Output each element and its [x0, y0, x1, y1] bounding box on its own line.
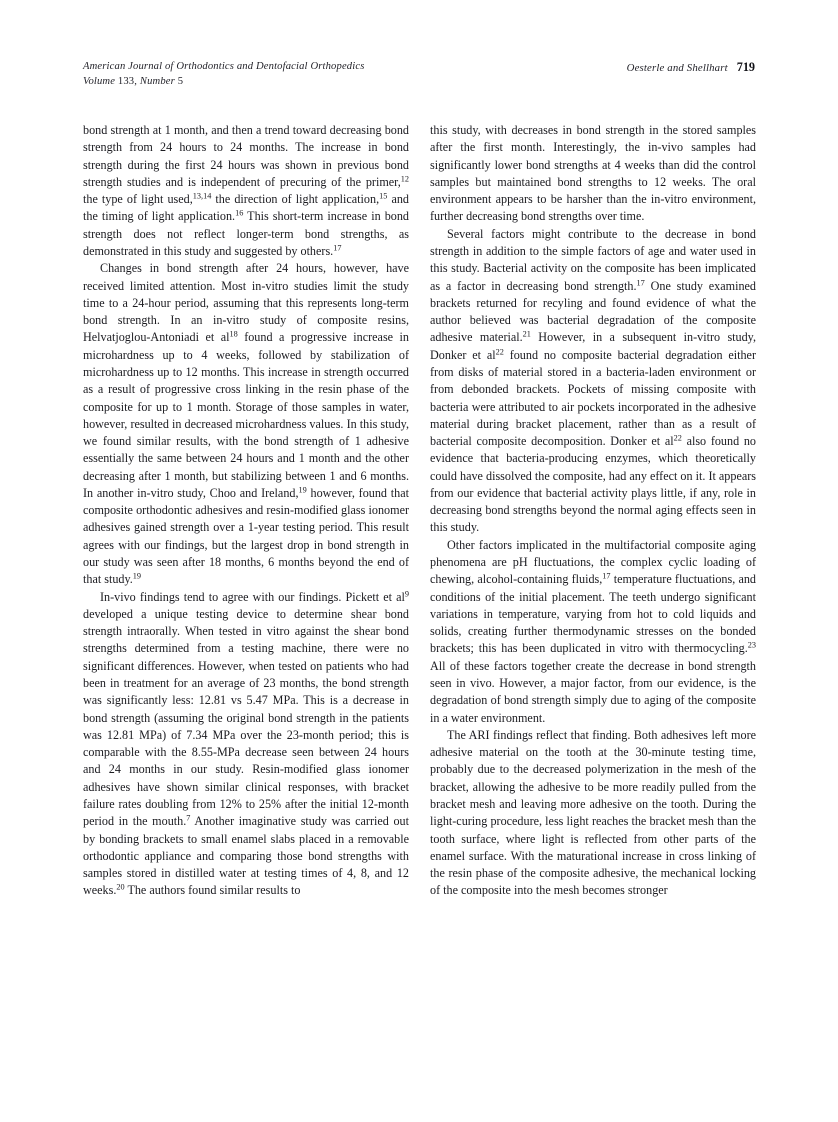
- footnote-marker: 16: [235, 209, 244, 219]
- paragraph-text: temperature fluctuations, and conditions of the initial placement. The teeth undergo significant variations in temperature, varying from hot to cold liquids and solids, creating further thermodynamic stresses on the bonded brackets; this has been duplicated in vitro with thermocycling.: [430, 572, 756, 656]
- number-label: Number: [139, 75, 175, 87]
- footnote-marker: 7: [186, 813, 191, 823]
- paragraph-text: This short-term increase in bond strength does not reflect longer-term bond strengths, as demonstrated in this study and suggested by others.: [83, 209, 409, 258]
- paragraph: [83, 589, 409, 900]
- footnote-marker: 19: [298, 485, 307, 495]
- paragraph-text: this study, with decreases in bond strength in the stored samples after the first month. Interestingly, the in-vivo samples had significantly lower bond strengths at 4 weeks than did the control samples but maintained bond strengths to 12 weeks. The oral environment appears to be harsher than the in-vitro environment, further decreasing bond strengths over time.: [430, 123, 756, 224]
- footnote-marker: 22: [495, 347, 504, 357]
- footnote-marker: 13,14: [192, 191, 212, 201]
- footnote-marker: 18: [229, 330, 238, 340]
- paragraph: [430, 226, 756, 537]
- paragraph-text: the direction of light application,: [211, 192, 380, 207]
- paragraph: [430, 727, 756, 900]
- paragraph-text: All of these factors together create the decrease in bond strength seen in vivo. However, a major factor, from our evidence, is the degradation of bond strength simply due to aging of the composite in a water environment.: [430, 658, 756, 725]
- paragraph: [83, 260, 409, 588]
- footnote-marker: 17: [636, 278, 645, 288]
- paragraph-text: The authors found similar results to: [124, 883, 301, 898]
- footnote-marker: 19: [132, 572, 142, 582]
- paragraph-text: found no composite bacterial degradation either from disks of material stored in a bacteria-laden environment or from debonded brackets. Pockets of missing composite with bacteria were attributed to air pockets incorporated in the adhesive material during bracket placement, rather than as a result of bacterial composite decomposition. Donker et al: [430, 347, 756, 449]
- paragraph-text: however, found that composite orthodontic adhesives and resin-modified glass ionomer adhesives gained strength over a 1-year testing period. This result agrees with our findings, but the largest drop in bond strength in our study was seen after 18 months, 6 months beyond the end of that study.: [83, 485, 410, 587]
- paragraph-text: Another imaginative study was carried out by bonding brackets to small enamel slabs placed in a removable orthodontic appliance and comparing those bond strengths with samples stored in distilled water at testing times of 4, 8, and 12 weeks.: [83, 814, 409, 898]
- paragraph: [430, 537, 756, 727]
- footnote-marker: 12: [400, 174, 409, 184]
- running-head-left: [83, 60, 364, 89]
- left-column: [83, 122, 409, 1052]
- volume-number: 133,: [117, 75, 138, 87]
- paragraph-continuation: [430, 122, 756, 226]
- paragraph-text: In-vivo findings tend to agree with our findings. Pickett et al: [100, 589, 405, 604]
- footnote-marker: 21: [522, 330, 531, 340]
- paragraph-text: However, in a subsequent in-vitro study, Donker et al: [430, 330, 756, 362]
- number-value: 5: [177, 75, 184, 87]
- paragraph-text: Several factors might contribute to the decrease in bond strength in addition to the simple factors of age and water used in this study. Bacterial activity on the composite has been implicated as a factor in decreasing bond strength.: [430, 226, 756, 293]
- paragraph-text: Changes in bond strength after 24 hours, however, have received limited attention. Most in-vitro studies limit the study time to a 24-hour period, assuming that this represents long-term bond strength. In an in-vitro study of composite resins, Helvatjoglou-Antoniadi et al: [83, 261, 409, 345]
- paragraph-continuation: [83, 122, 409, 260]
- paragraph-text: also found no evidence that bacteria-producing enzymes, which theoretically could have dissolved the composite, had any effect on it. It appears from our evidence that bacterial activity plays little, if any, role in decreasing bond strengths beyond the normal aging effects seen in this study.: [430, 434, 756, 535]
- footnote-marker: 15: [379, 191, 388, 201]
- footnote-marker: 22: [673, 433, 682, 443]
- body-columns: [83, 122, 757, 1052]
- running-head: [83, 60, 755, 89]
- paragraph-text: the type of light used,: [83, 192, 193, 207]
- paragraph-text: Other factors implicated in the multifactorial composite aging phenomena are pH fluctuations, the complex cyclic loading of chewing, alcohol-containing fluids,: [430, 537, 756, 587]
- paragraph-text: developed a unique testing device to determine shear bond strength intraorally. When tested in vitro against the shear bond strengths determined from a testing machine, there were no significant differences. However, when tested on patients who had been in treatment for an average of 23 months, the bond strength was significantly less: 12.81 vs 5.47 MPa. This is a decrease in bond strength (assuming the original bond strength in the patients was 12.81 MPa) of 7.34 MPa over the 23-month period; this is comparable with the 8.55-MPa decrease seen between 24 hours and 24 months in our study. Resin-modified glass ionomer adhesives have shown similar clinical responses, with bracket failure rates doubling from 12% to 25% after the initial 12-month period in the mouth.: [83, 606, 409, 829]
- paragraph-text: bond strength at 1 month, and then a trend toward decreasing bond strength from 24 hours to 24 months. The increase in bond strength during the first 24 hours was shown in previous bond strength studies and is independent of precuring of the primer,: [83, 123, 409, 189]
- footnote-marker: 23: [747, 641, 756, 651]
- footnote-marker: 17: [333, 243, 342, 253]
- paragraph-text: The ARI findings reflect that finding. Both adhesives left more adhesive material on the tooth at the 30-minute testing time, probably due to the decreased polymerization in the mesh of the bracket, allowing the adhesive to be more readily pulled from the bracket mesh and leaving more adhesive on the tooth. During the light-curing procedure, less light reaches the bracket mesh than the tooth surface, where light is reflected from other parts of the enamel surface. With the maturational increase in cross linking of the resin phase of the composite adhesive, the mechanical locking of the composite into the mesh becomes stronger: [430, 727, 756, 898]
- paragraph-text: One study examined brackets returned for recyling and found evidence of what the author believed was bacterial degradation of the composite adhesive material.: [430, 278, 756, 345]
- volume-issue-line: [83, 75, 364, 90]
- footnote-marker: 20: [116, 883, 125, 893]
- right-column: [430, 122, 756, 1052]
- running-head-right: [627, 60, 755, 75]
- footnote-marker: 9: [404, 589, 409, 599]
- journal-title: American Journal of Orthodontics and Dentofacial Orthopedics: [83, 61, 365, 72]
- paragraph-text: and the timing of light application.: [83, 192, 409, 224]
- page-number: 719: [736, 60, 755, 74]
- volume-label: Volume: [83, 75, 116, 87]
- paragraph-text: found a progressive increase in microhardness up to 4 weeks, followed by stabilization of microhardness up to 12 months. This increase in strength occurred as a result of progressive cross linking in the resin phase of the composite for up to 1 month. Storage of those samples in water, however, resulted in decreased microhardness values. In this study, we found similar results, with the bond strength of 1 adhesive essentially the same between 24 hours and 1 month and the other decreasing after 1 month, but stabilizing between 1 and 6 months. In another in-vitro study, Choo and Ireland,: [83, 330, 409, 500]
- authors-running-head: Oesterle and Shellhart: [626, 62, 728, 74]
- footnote-marker: 17: [602, 572, 611, 582]
